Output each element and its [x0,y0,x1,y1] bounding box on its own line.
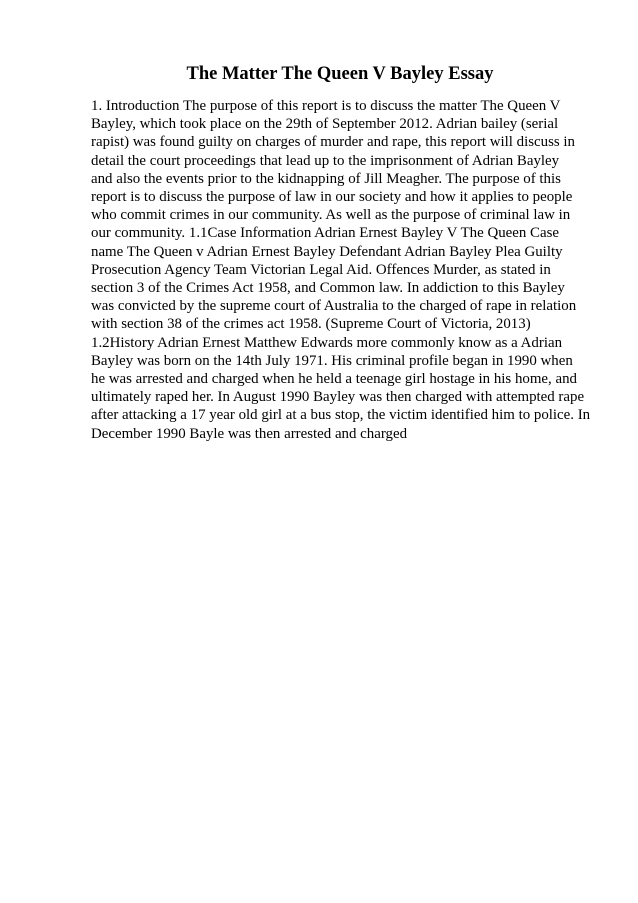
body-line: who commit crimes in our community. As well as the purpose of criminal law in [91,207,571,224]
body-line: and also the events prior to the kidnapping of Jill Meagher. The purpose of this [91,170,561,187]
document-body [91,97,591,443]
body-line: section 3 of the Crimes Act 1958, and Common law. In addiction to this Bayley [91,280,565,297]
body-line: rapist) was found guilty on charges of murder and rape, this report will discuss in [91,134,575,151]
body-line: with section 38 of the crimes act 1958. (Supreme Court of Victoria, 2013) [91,316,531,333]
body-line: after attacking a 17 year old girl at a bus stop, the victim identified him to police. In [91,407,591,424]
body-line: report is to discuss the purpose of law in our society and how it applies to people [91,189,573,206]
body-line: was convicted by the supreme court of Australia to the charged of rape in relation [91,298,577,315]
body-line: ultimately raped her. In August 1990 Bayley was then charged with attempted rape [91,389,585,406]
body-line: December 1990 Bayle was then arrested and charged [91,425,408,442]
body-line: Bayley was born on the 14th July 1971. His criminal profile began in 1990 when [91,352,573,369]
body-line: our community. 1.1Case Information Adrian Ernest Bayley V The Queen Case [91,225,559,242]
body-line: 1.2History Adrian Ernest Matthew Edwards more commonly know as a Adrian [91,334,563,351]
body-line: name The Queen v Adrian Ernest Bayley Defendant Adrian Bayley Plea Guilty [91,243,563,260]
body-line: 1. Introduction The purpose of this report is to discuss the matter The Queen V [91,98,561,114]
body-line: he was arrested and charged when he held a teenage girl hostage in his home, and [91,371,577,388]
body-line: detail the court proceedings that lead up to the imprisonment of Adrian Bayley [91,152,560,169]
document-title: The Matter The Queen V Bayley Essay [186,64,494,84]
body-line: Prosecution Agency Team Victorian Legal Aid. Offences Murder, as stated in [91,261,551,278]
body-line: Bayley, which took place on the 29th of September 2012. Adrian bailey (serial [91,116,559,133]
